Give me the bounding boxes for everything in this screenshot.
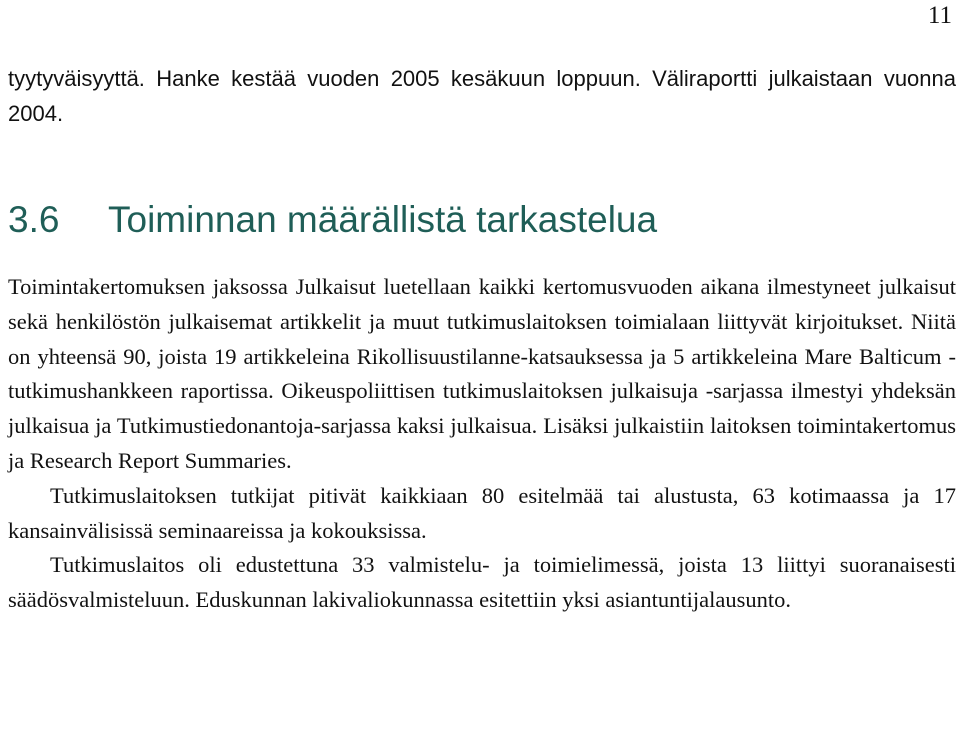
intro-paragraph: tyytyväisyyttä. Hanke kestää vuoden 2005 kesäkuun loppuun. Väliraportti julkaistaan vuonna 2004. [8,66,956,126]
section-heading [8,198,657,242]
paragraph-committees: Tutkimuslaitos oli edustettuna 33 valmistelu- ja toimielimessä, joista 13 liittyi suoranaisesti säädösvalmisteluun. Eduskunnan lakivaliokunnassa esitettiin yksi asiantuntijalausunto. [8,552,956,613]
page-number: 11 [927,2,952,29]
paragraph-publications: Toimintakertomuksen jaksossa Julkaisut luetellaan kaikki kertomusvuoden aikana ilmestyneet julkaisut sekä henkilöstön julkaisemat artikkelit ja muut tutkimuslaitoksen toimialaan liittyvät kirjoitukset. Niitä on yhteensä 90, joista 19 artikkeleina Rikollisuustilanne-katsauksessa ja 5 artikkeleina Mare Balticum -tutkimushankkeen raportissa. Oikeuspoliittisen tutkimuslaitoksen julkaisuja -sarjassa ilmestyi yhdeksän julkaisua ja Tutkimustiedonantoja-sarjassa kaksi julkaisua. Lisäksi julkaistiin laitoksen toimintakertomus ja Research Report Summaries. [8,274,956,473]
section-number: 3.6 [8,199,60,240]
section-body [8,270,956,618]
section-title: Toiminnan määrällistä tarkastelua [108,199,658,240]
paragraph-presentations: Tutkimuslaitoksen tutkijat pitivät kaikkiaan 80 esitelmää tai alustusta, 63 kotimaassa ja 17 kansainvälisissä seminaareissa ja kokouksissa. [8,482,956,543]
